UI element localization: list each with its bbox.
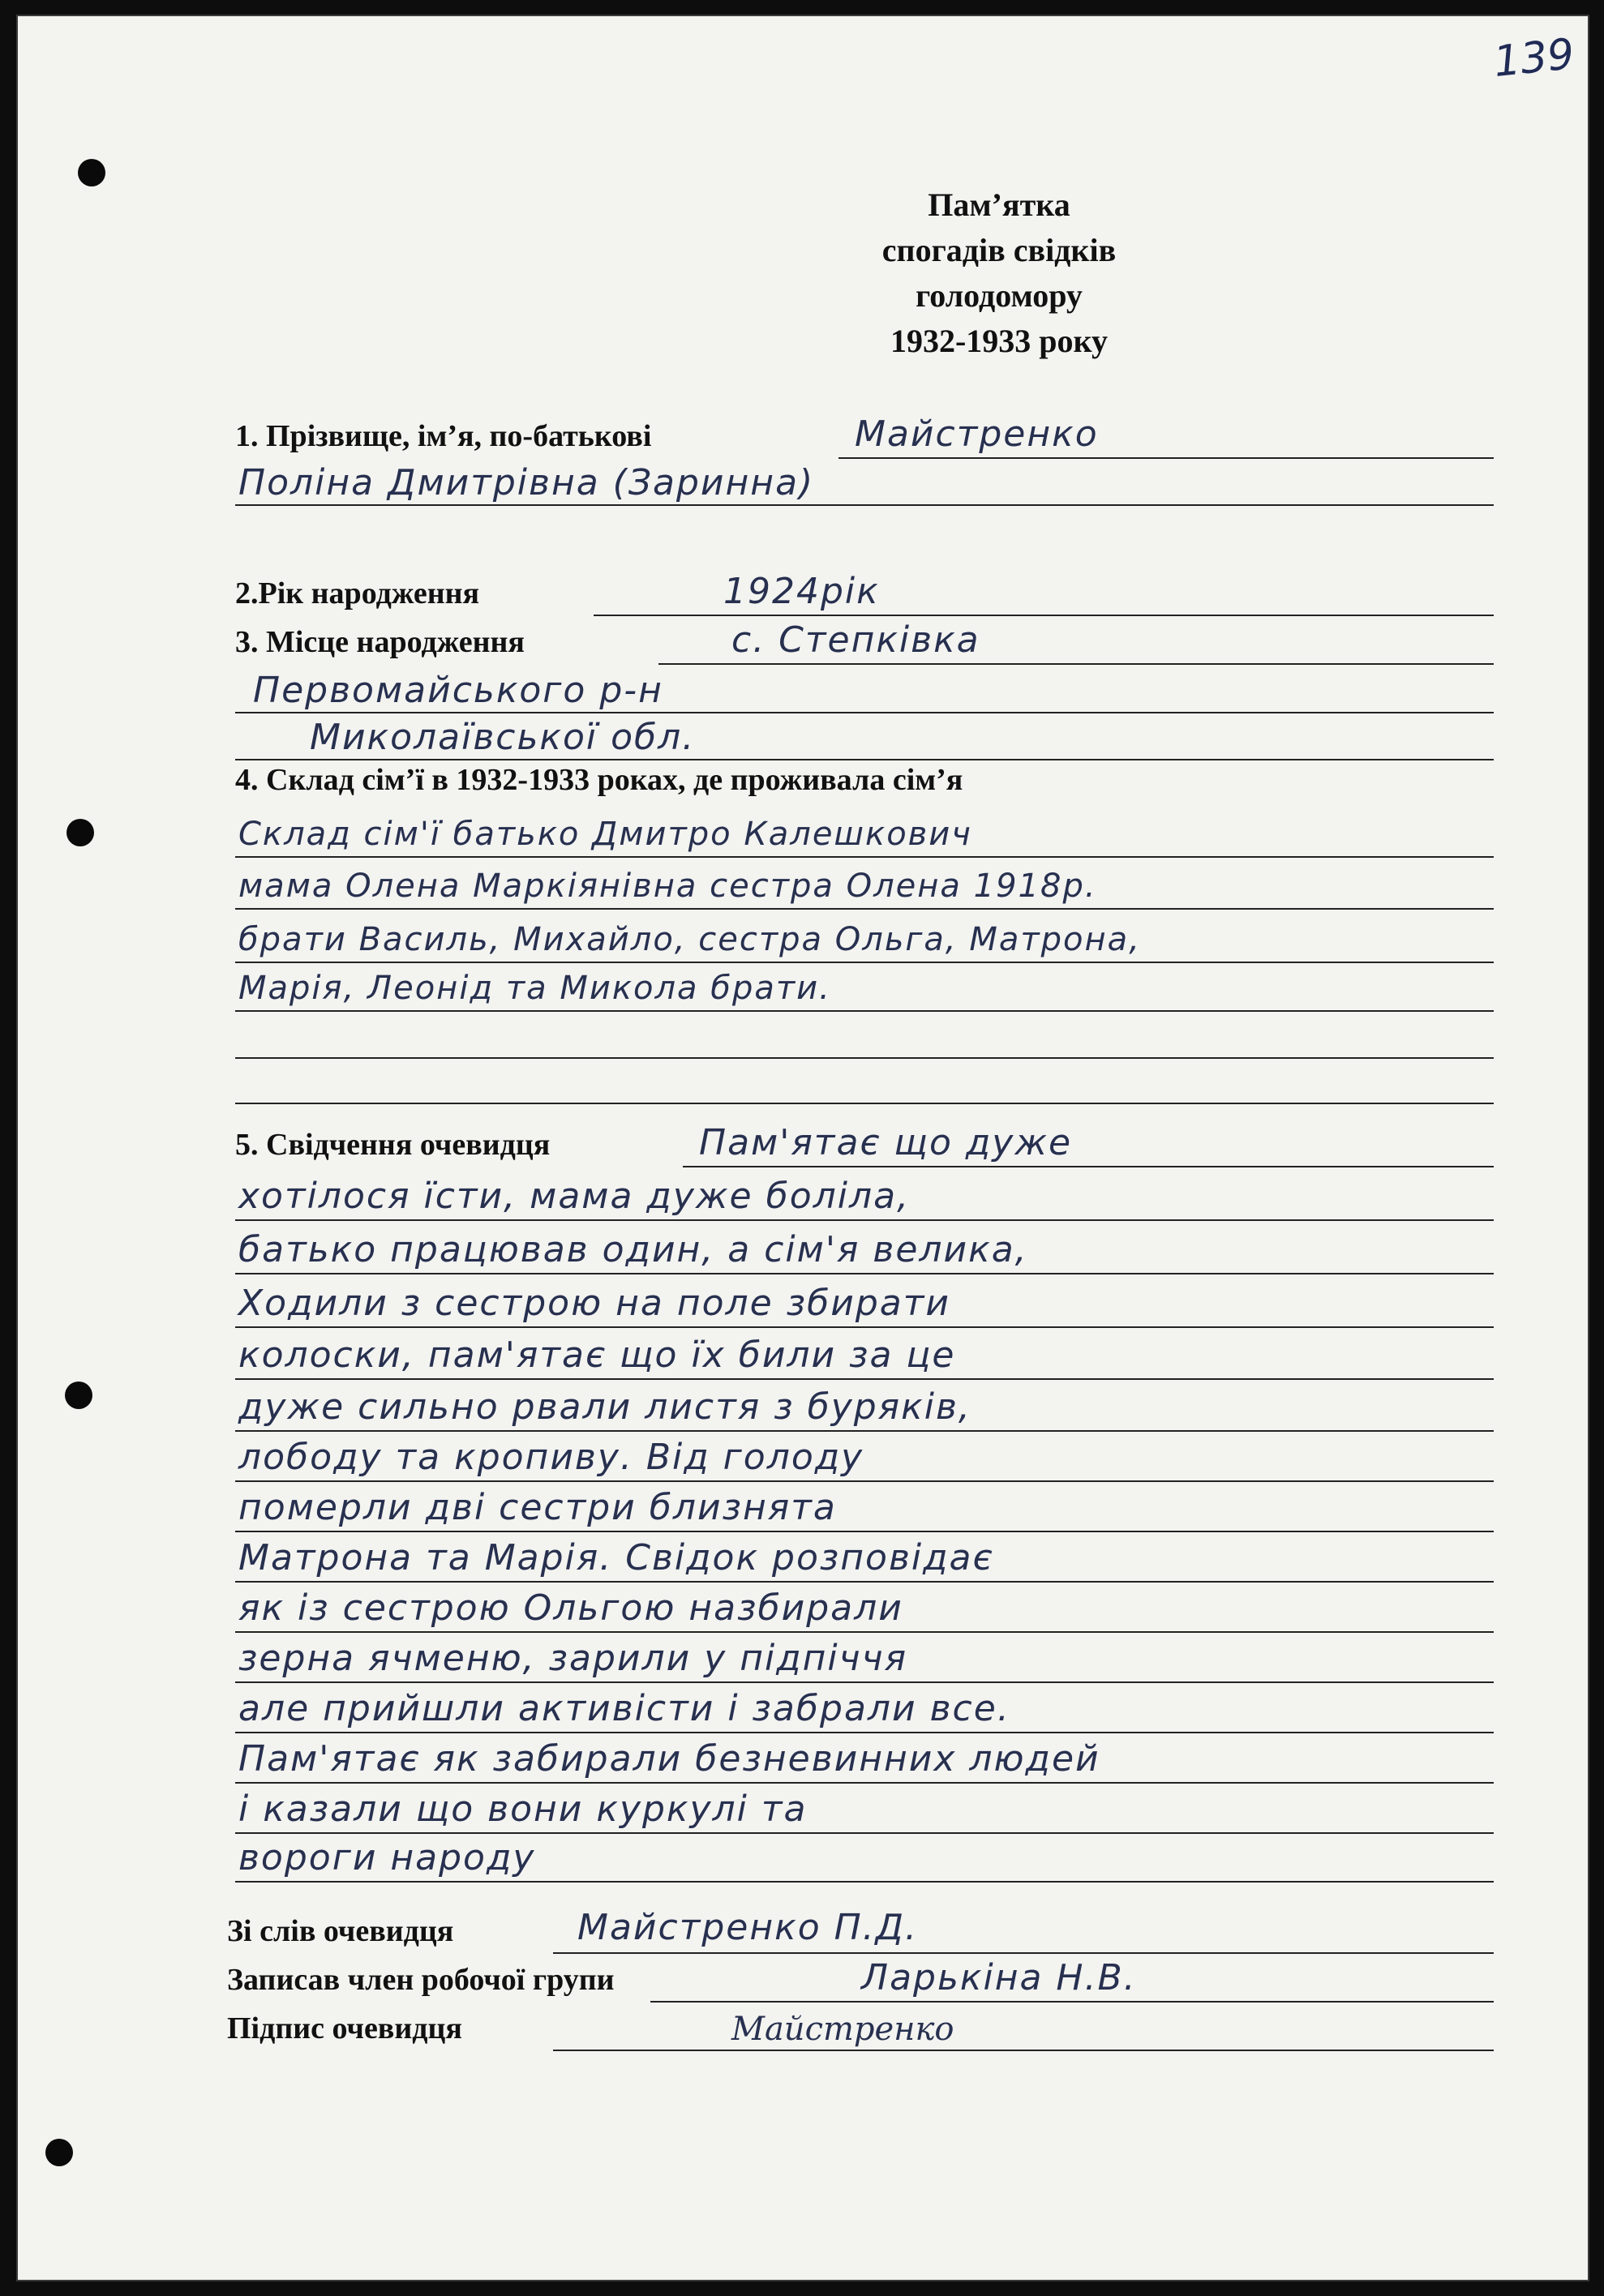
page-number: 139 <box>1491 29 1577 88</box>
title-line: 1932-1933 року <box>890 323 1109 359</box>
birth-year-value: 1924рік <box>723 571 880 612</box>
testimony-line: померли дві сестри близнята <box>238 1487 837 1528</box>
testimony-line: зерна ячменю, зарили у підпіччя <box>238 1638 908 1679</box>
field-rule <box>235 1832 1494 1834</box>
birth-year-label: 2.Рік народження <box>235 576 480 610</box>
field-rule <box>235 1103 1494 1104</box>
recorded-by-label: Записав член робочої групи <box>227 1963 615 1997</box>
field-rule <box>553 2050 1494 2051</box>
field-rule <box>235 962 1494 963</box>
field-rule <box>683 1166 1494 1167</box>
family-line: мама Олена Маркіянівна сестра Олена 1918р. <box>238 867 1097 905</box>
birth-place-value: Миколаївської обл. <box>310 717 696 758</box>
testimony-line: як із сестрою Ольгою назбирали <box>238 1587 903 1629</box>
document-sheet <box>16 15 1589 2281</box>
testimony-line: лободу та кропиву. Від голоду <box>238 1437 864 1478</box>
punch-hole <box>65 1381 92 1409</box>
from-words-value: Майстренко П.Д. <box>577 1907 919 1948</box>
punch-hole <box>45 2139 73 2166</box>
birth-place-value: Первомайського р-н <box>253 670 663 711</box>
name-value: Поліна Дмитрівна (Заринна) <box>238 462 815 503</box>
title-line: Пам’ятка <box>928 186 1070 223</box>
witness-signature-label: Підпис очевидця <box>227 2011 462 2045</box>
family-line: Марія, Леонід та Микола брати. <box>238 970 831 1007</box>
field-rule <box>235 1681 1494 1683</box>
field-rule <box>235 908 1494 910</box>
field-rule <box>235 1782 1494 1784</box>
family-line: брати Василь, Михайло, сестра Ольга, Матрона, <box>238 921 1141 958</box>
field-rule <box>235 1881 1494 1883</box>
field-rule <box>235 1057 1494 1059</box>
field-rule <box>658 663 1494 665</box>
field-rule <box>235 1010 1494 1012</box>
name-label: 1. Прізвище, ім’я, по-батькові <box>235 419 652 453</box>
testimony-line: хотілося їсти, мама дуже боліла, <box>238 1176 911 1217</box>
title-line: спогадів свідків <box>881 232 1117 268</box>
punch-hole <box>78 159 105 186</box>
punch-hole <box>66 819 94 846</box>
field-rule <box>650 2001 1494 2003</box>
recorded-by-value: Ларькіна Н.В. <box>861 1957 1137 1998</box>
field-rule <box>235 1581 1494 1583</box>
testimony-label: 5. Свідчення очевидця <box>235 1128 551 1162</box>
family-label: 4. Склад сім’ї в 1932-1933 роках, де проживала сім’я <box>235 763 963 797</box>
testimony-line: Пам'ятає що дуже <box>699 1122 1073 1163</box>
field-rule <box>235 504 1494 506</box>
field-rule <box>235 1430 1494 1432</box>
field-rule <box>235 1631 1494 1633</box>
field-rule <box>235 1219 1494 1221</box>
testimony-line: Ходили з сестрою на поле збирати <box>238 1283 950 1324</box>
field-rule <box>235 1326 1494 1328</box>
field-rule <box>235 856 1494 858</box>
name-value: Майстренко <box>855 413 1099 455</box>
birth-place-label: 3. Місце народження <box>235 625 525 659</box>
field-rule <box>235 759 1494 760</box>
field-rule <box>235 1531 1494 1532</box>
field-rule <box>235 712 1494 713</box>
testimony-line: батько працював один, а сім'я велика, <box>238 1229 1028 1270</box>
testimony-line: Пам'ятає як забирали безневинних людей <box>238 1738 1100 1780</box>
family-line: Склад сім'ї батько Дмитро Калешкович <box>238 816 972 853</box>
testimony-line: Матрона та Марія. Свідок розповідає <box>238 1537 994 1578</box>
title-line: голодомору <box>916 277 1083 314</box>
document-title <box>796 182 1202 364</box>
field-rule <box>235 1480 1494 1482</box>
field-rule <box>838 457 1494 459</box>
birth-place-value: с. Степківка <box>731 619 980 661</box>
field-rule <box>235 1732 1494 1733</box>
testimony-line: але прийшли активісти і забрали все. <box>238 1688 1010 1729</box>
testimony-line: вороги народу <box>238 1837 536 1878</box>
from-words-label: Зі слів очевидця <box>227 1914 454 1948</box>
witness-signature: Майстренко <box>731 2011 954 2048</box>
field-rule <box>553 1952 1494 1954</box>
testimony-line: колоски, пам'ятає що їх били за це <box>238 1334 956 1376</box>
field-rule <box>235 1273 1494 1274</box>
testimony-line: і казали що вони куркулі та <box>238 1788 808 1830</box>
field-rule <box>594 615 1494 616</box>
testimony-line: дуже сильно рвали листя з буряків, <box>238 1386 971 1428</box>
field-rule <box>235 1378 1494 1380</box>
